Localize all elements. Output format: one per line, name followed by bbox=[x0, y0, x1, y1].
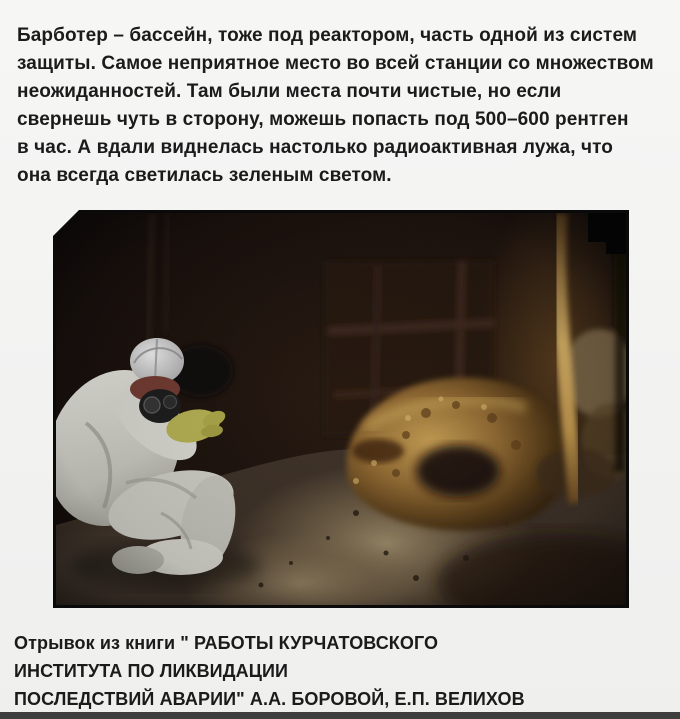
citation-line: Отрывок из книги " РАБОТЫ КУРЧАТОВСКОГО bbox=[14, 633, 439, 653]
quote-line: Барботер – бассейн, тоже под реактором, часть одной из систем bbox=[17, 25, 638, 46]
citation-line: ПОСЛЕДСТВИЙ АВАРИИ" А.А. БОРОВОЙ, Е.П. ВЕЛИХОВ bbox=[14, 689, 525, 709]
vignette bbox=[56, 213, 626, 605]
photo-frame bbox=[53, 210, 629, 608]
bottom-edge-bar bbox=[0, 712, 680, 719]
citation-line: ИНСТИТУТА ПО ЛИКВИДАЦИИ bbox=[14, 661, 289, 681]
quote-line: она всегда светилась зеленым светом. bbox=[17, 165, 392, 186]
quote-paragraph bbox=[17, 22, 669, 190]
quote-line: неожиданностей. Там были места почти чистые, но если bbox=[17, 81, 562, 102]
photo-illustration bbox=[56, 213, 626, 605]
citation-paragraph bbox=[14, 629, 674, 713]
quote-line: в час. А вдали виднелась настолько радиоактивная лужа, что bbox=[17, 137, 613, 158]
quote-line: свернешь чуть в сторону, можешь попасть под 500–600 рентген bbox=[17, 109, 629, 130]
photo bbox=[56, 213, 626, 605]
quote-line: защиты. Самое неприятное место во всей станции со множеством bbox=[17, 53, 654, 74]
